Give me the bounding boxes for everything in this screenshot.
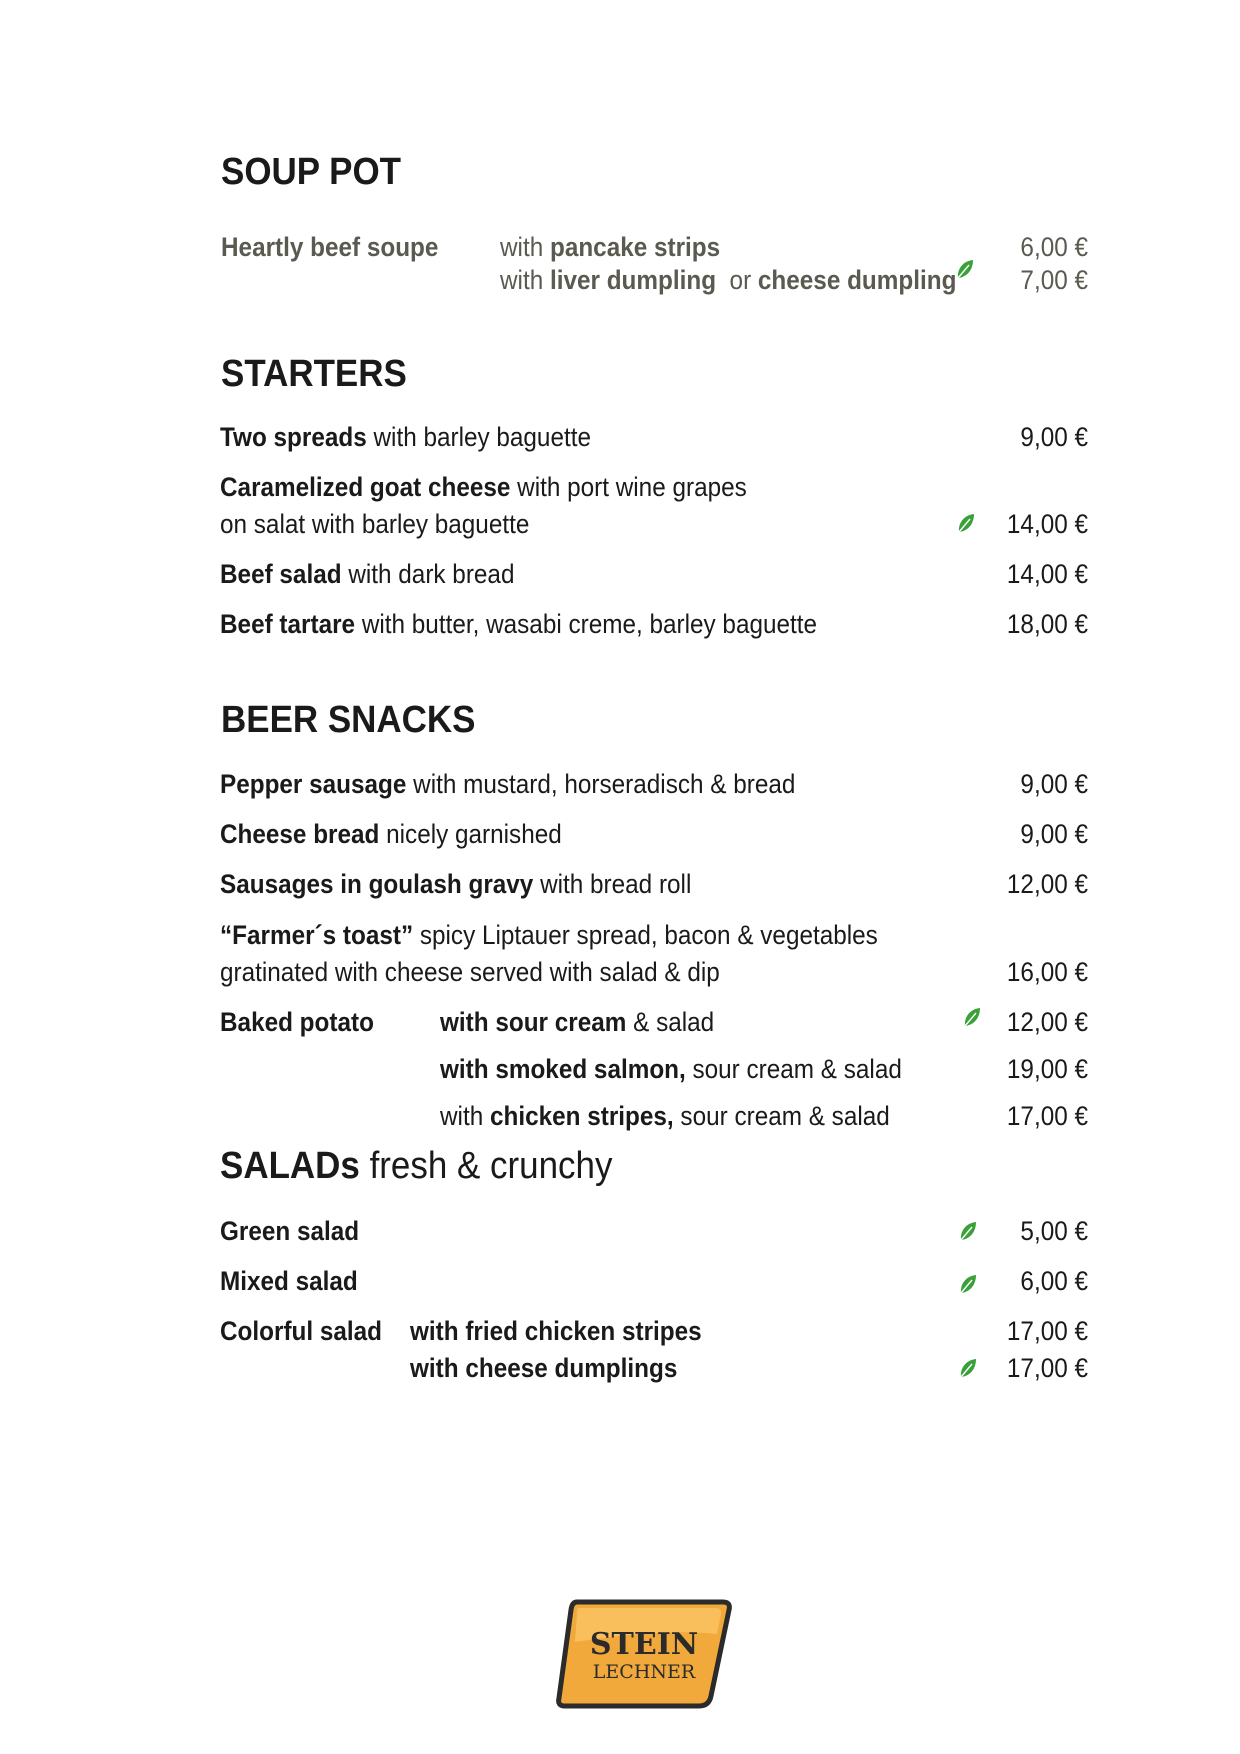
colorful-salad-option: with cheese dumplings: [410, 1353, 678, 1383]
snack-item: Cheese bread nicely garnished: [220, 819, 562, 849]
colorful-salad-option: with fried chicken stripes: [410, 1316, 702, 1346]
snack-price: 9,00 €: [1020, 769, 1088, 799]
starter-item: Beef tartare with butter, wasabi creme, barley baguette: [220, 609, 818, 639]
stein-lechner-logo: [555, 1598, 733, 1710]
potato-price: 12,00 €: [1006, 1007, 1088, 1037]
potato-price: 19,00 €: [1006, 1054, 1088, 1084]
colorful-salad-price: 17,00 €: [1006, 1316, 1088, 1346]
potato-price: 17,00 €: [1006, 1101, 1088, 1131]
soup-price-2: 7,00 €: [1020, 265, 1088, 295]
potato-option: with smoked salmon, sour cream & salad: [440, 1054, 902, 1084]
snack-item: Sausages in goulash gravy with bread roll: [220, 869, 692, 899]
snack-item-desc: gratinated with cheese served with salad & dip: [220, 957, 720, 987]
salad-price: 5,00 €: [1020, 1216, 1088, 1246]
starter-item-desc: on salat with barley baguette: [220, 509, 530, 539]
starter-item: Two spreads with barley baguette: [220, 422, 591, 452]
starter-item: Beef salad with dark bread: [220, 559, 515, 589]
logo-text-lechner: LECHNER: [592, 1661, 696, 1683]
snack-item: Pepper sausage with mustard, horseradisch & bread: [220, 769, 796, 799]
starter-price: 9,00 €: [1020, 422, 1088, 452]
soup-option-1: with pancake strips: [500, 232, 721, 262]
salad-item: Mixed salad: [220, 1266, 358, 1296]
snack-price: 9,00 €: [1020, 819, 1088, 849]
soup-price-1: 6,00 €: [1020, 232, 1088, 262]
baked-potato-name: Baked potato: [220, 1007, 374, 1037]
soup-option-2: with liver dumpling or cheese dumpling: [500, 265, 957, 295]
potato-option: with chicken stripes, sour cream & salad: [440, 1101, 890, 1131]
snack-price: 12,00 €: [1006, 869, 1088, 899]
snack-price: 16,00 €: [1006, 957, 1088, 987]
section-title-soup: SOUP POT: [221, 151, 402, 193]
colorful-salad-name: Colorful salad: [220, 1316, 383, 1346]
section-title-beer-snacks: BEER SNACKS: [221, 699, 476, 741]
section-title-starters: STARTERS: [221, 353, 407, 395]
starter-price: 14,00 €: [1006, 559, 1088, 589]
section-title-salads: SALADs fresh & crunchy: [220, 1145, 613, 1187]
snack-item: “Farmer´s toast” spicy Liptauer spread, bacon & vegetables: [220, 920, 878, 950]
salad-item: Green salad: [220, 1216, 360, 1246]
logo-text-stein: STEIN: [589, 1627, 699, 1662]
starter-price: 14,00 €: [1006, 509, 1088, 539]
starter-price: 18,00 €: [1006, 609, 1088, 639]
colorful-salad-price: 17,00 €: [1006, 1353, 1088, 1383]
soup-dish-name: Heartly beef soupe: [221, 232, 439, 262]
potato-option: with sour cream & salad: [440, 1007, 715, 1037]
starter-item: Caramelized goat cheese with port wine grapes: [220, 472, 747, 502]
salad-price: 6,00 €: [1020, 1266, 1088, 1296]
